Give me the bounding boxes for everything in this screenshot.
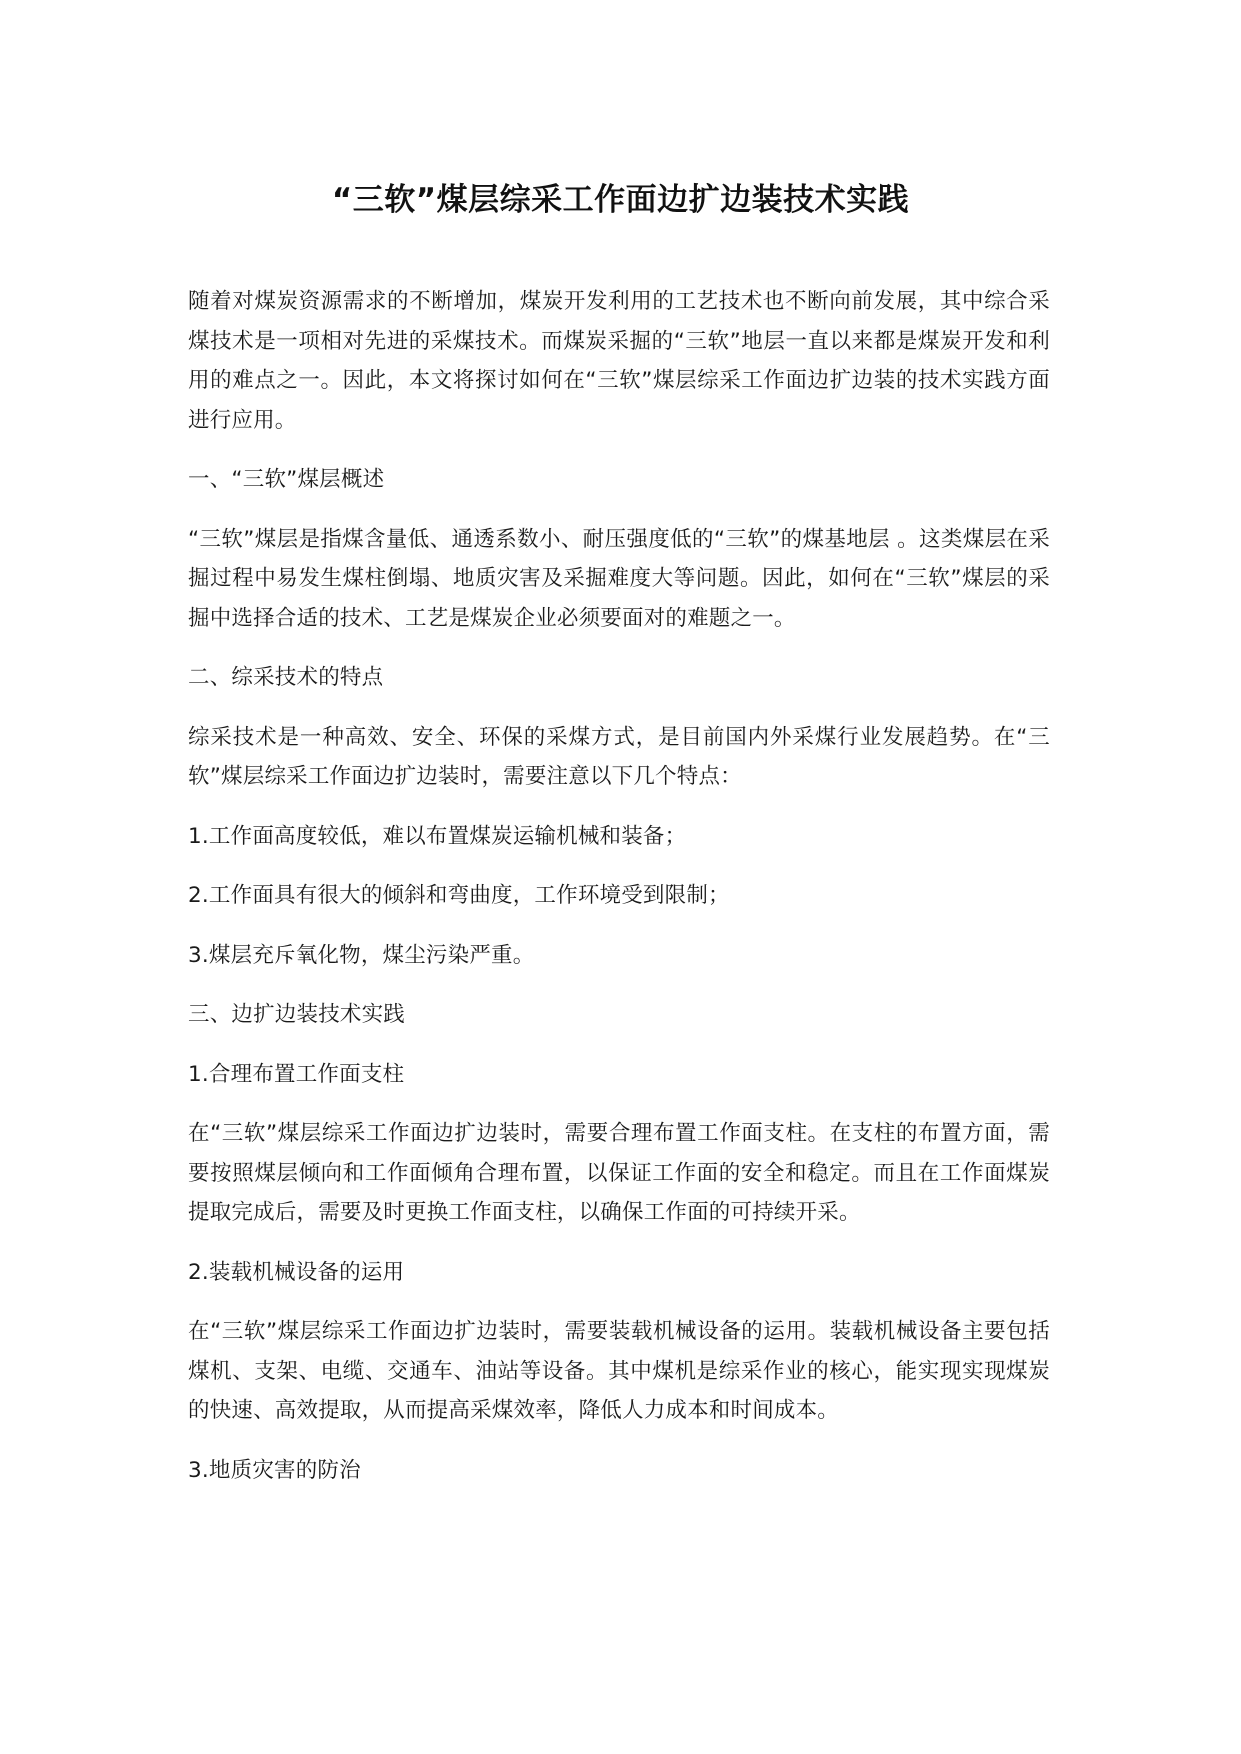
section-1-heading: 一、“三软”煤层概述 [188,467,385,492]
feature-item-2: 2.工作面具有很大的倾斜和弯曲度，工作环境受到限制； [188,883,730,908]
feature-item-3: 3.煤层充斥氧化物，煤尘污染严重。 [188,942,535,968]
section-2-heading: 二、综采技术的特点 [188,665,384,690]
subsection-3-2-heading: 2.装载机械设备的运用 [188,1259,405,1285]
intro-paragraph: 随着对煤炭资源需求的不断增加，煤炭开发利用的工艺技术也不断向前发展，其中综合采煤技术是一项相对先进的采煤技术。而煤炭采掘的“三软”地层一直以来都是煤炭开发和利用的难点之一。因此，本文将探讨如何在“三软”煤层综采工作面边扩边装的技术实践方面进行应用。 [188,289,1050,433]
section-3-heading: 三、边扩边装技术实践 [188,1002,406,1027]
subsection-3-2-paragraph: 在“三软”煤层综采工作面边扩边装时，需要装载机械设备的运用。装载机械设备主要包括煤机、支架、电缆、交通车、油站等设备。其中煤机是综采作业的核心，能实现实现煤炭的快速、高效提取，从而提高采煤效率，降低人力成本和时间成本。 [188,1319,1050,1423]
section-2-paragraph: 综采技术是一种高效、安全、环保的采煤方式，是目前国内外采煤行业发展趋势。在“三软”煤层综采工作面边扩边装时，需要注意以下几个特点： [188,724,1050,789]
section-1-paragraph: “三软”煤层是指煤含量低、通透系数小、耐压强度低的“三软”的煤基地层 。这类煤层在采掘过程中易发生煤柱倒塌、地质灾害及采掘难度大等问题。因此，如何在“三软”煤层的采掘中选择合适的技术、工艺是煤炭企业必须要面对的难题之一。 [188,526,1050,631]
feature-item-1: 1.工作面高度较低，难以布置煤炭运输机械和装备； [188,823,687,849]
page-title: “三软”煤层综采工作面边扩边装技术实践 [331,182,910,218]
subsection-3-1-heading: 1.合理布置工作面支柱 [188,1061,405,1087]
subsection-3-1-paragraph: 在“三软”煤层综采工作面边扩边装时，需要合理布置工作面支柱。在支柱的布置方面，需要按照煤层倾向和工作面倾角合理布置，以保证工作面的安全和稳定。而且在工作面煤炭提取完成后，需要及时更换工作面支柱，以确保工作面的可持续开采。 [188,1121,1050,1225]
subsection-3-3-heading: 3.地质灾害的防治 [188,1457,361,1483]
document-body [188,282,1050,1510]
